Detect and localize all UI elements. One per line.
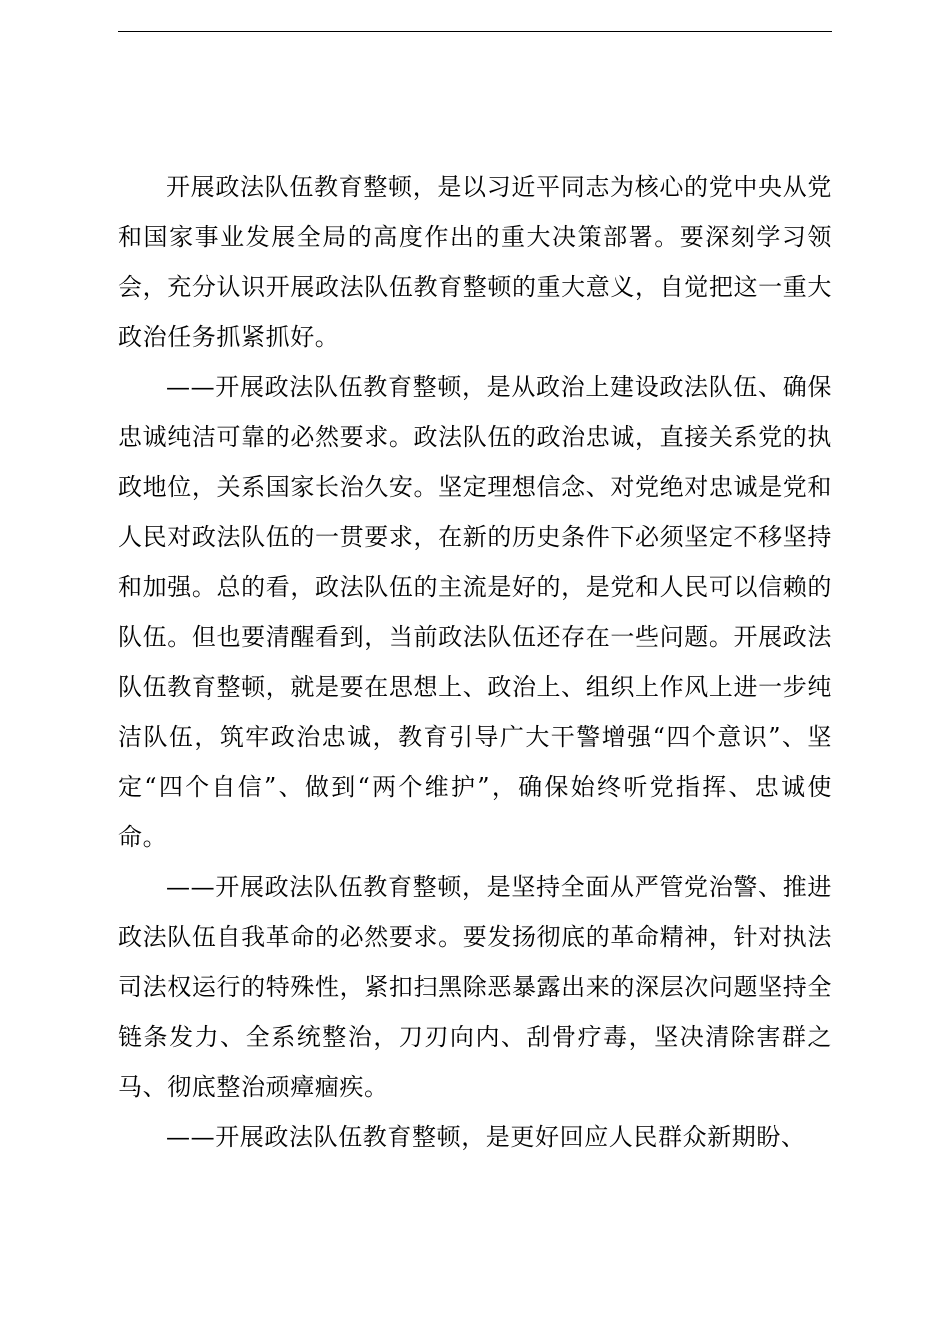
- paragraph-political-loyalty: ——开展政法队伍教育整顿，是从政治上建设政法队伍、确保忠诚纯洁可靠的必然要求。政法队伍的政治忠诚，直接关系党的执政地位，关系国家长治久安。坚定理想信念、对党绝对忠诚是党和人民对政法队伍的一贯要求，在新的历史条件下必须坚定不移坚持和加强。总的看，政法队伍的主流是好的，是党和人民可以信赖的队伍。但也要清醒看到，当前政法队伍还存在一些问题。开展政法队伍教育整顿，就是要在思想上、政治上、组织上作风上进一步纯洁队伍，筑牢政治忠诚，教育引导广大干警增强“四个意识”、坚定“四个自信”、做到“两个维护”，确保始终听党指挥、忠诚使命。: [118, 373, 832, 851]
- paragraph-intro: 开展政法队伍教育整顿，是以习近平同志为核心的党中央从党和国家事业发展全局的高度作出的重大决策部署。要深刻学习领会，充分认识开展政法队伍教育整顿的重大意义，自觉把这一重大政治任务抓紧抓好。: [118, 173, 832, 351]
- document-body: [118, 162, 832, 1162]
- paragraph-people-expectations: ——开展政法队伍教育整顿，是更好回应人民群众新期盼、: [166, 1123, 806, 1151]
- header-rule: [118, 31, 832, 32]
- paragraph-self-revolution: ——开展政法队伍教育整顿，是坚持全面从严管党治警、推进政法队伍自我革命的必然要求。要发扬彻底的革命精神，针对执法司法权运行的特殊性，紧扣扫黑除恶暴露出来的深层次问题坚持全链条发力、全系统整治，刀刃向内、刮骨疗毒，坚决清除害群之马、彻底整治顽瘴痼疾。: [118, 873, 832, 1101]
